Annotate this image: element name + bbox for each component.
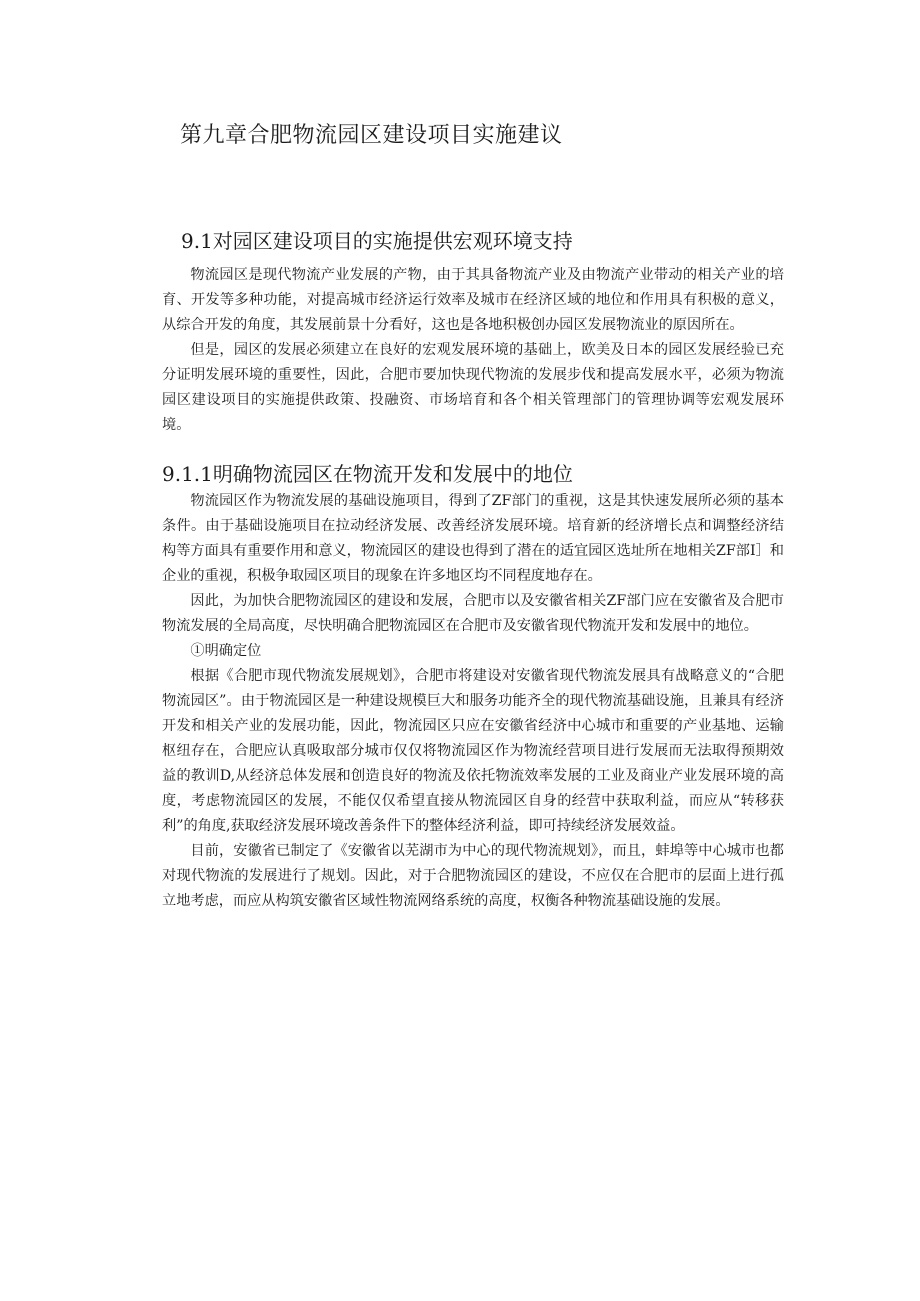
paragraph: 但是，园区的发展必须建立在良好的宏观发展环境的基础上，欧美及日本的园区发展经验已充分证明发展环境的重要性，因此，合肥市要加快现代物流的发展步伐和提高发展水平，必须为物流园区建设项目的实施提供政策、投融资、市场培育和各个相关管理部门的管理协调等宏观发展环境。 (162, 342, 784, 433)
paragraph: 物流园区作为物流发展的基础设施项目，得到了ZF部门的重视，这是其快速发展所必须的基本条件。由于基础设施项目在拉动经济发展、改善经济发展环境。培育新的经济增长点和调整经济结构等方面具有重要作用和意义，物流园区的建设也得到了潜在的适宜园区选址所在地相关ZF部I］和企业的重视，积极争取园区项目的现象在许多地区均不同程度地存在。 (162, 493, 784, 584)
paragraph: 根据《合肥市现代物流发展规划》，合肥市将建设对安徽省现代物流发展具有战略意义的“合肥物流园区”。由于物流园区是一种建设规模巨大和服务功能齐全的现代物流基础设施，且兼具有经济开发和相关产业的发展功能，因此，物流园区只应在安徽省经济中心城市和重要的产业基地、运输枢纽存在，合肥应认真吸取部分城市仅仅将物流园区作为物流经营项目进行发展而无法取得预期效益的教训D,从经济总体发展和创造良好的物流及依托物流效率发展的工业及商业产业发展环境的高度，考虑物流园区的发展，不能仅仅希望直接从物流园区自身的经营中获取利益，而应从“转移获利”的角度,获取经济发展环境改善条件下的整体经济利益，即可持续经济发展效益。 (162, 668, 784, 834)
list-marker-heading: ①明确定位 (190, 643, 262, 659)
section-body (162, 263, 784, 438)
paragraph: 物流园区是现代物流产业发展的产物，由于其具备物流产业及由物流产业带动的相关产业的培育、开发等多种功能，对提高城市经济运行效率及城市在经济区域的地位和作用具有积极的意义，从综合开发的角度，其发展前景十分看好，这也是各地积极创办园区发展物流业的原因所在。 (162, 267, 784, 333)
chapter-title: 第九章合肥物流园区建设项目实施建议 (180, 123, 563, 148)
paragraph: 目前，安徽省已制定了《安徽省以芜湖市为中心的现代物流规划》，而且，蚌埠等中心城市也都对现代物流的发展进行了规划。因此，对于合肥物流园区的建设，不应仅在合肥市的层面上进行孤立地考虑，而应从构筑安徽省区域性物流网络系统的高度，权衡各种物流基础设施的发展。 (162, 843, 784, 909)
subsection-body (162, 489, 784, 914)
paragraph: 因此，为加快合肥物流园区的建设和发展，合肥市以及安徽省相关ZF部门应在安徽省及合肥市物流发展的全局高度，尽快明确合肥物流园区在合肥市及安徽省现代物流开发和发展中的地位。 (162, 593, 784, 634)
section-title: 9.1对园区建设项目的实施提供宏观环境支持 (181, 229, 573, 253)
subsection-title: 9.1.1明确物流园区在物流开发和发展中的地位 (162, 462, 573, 486)
